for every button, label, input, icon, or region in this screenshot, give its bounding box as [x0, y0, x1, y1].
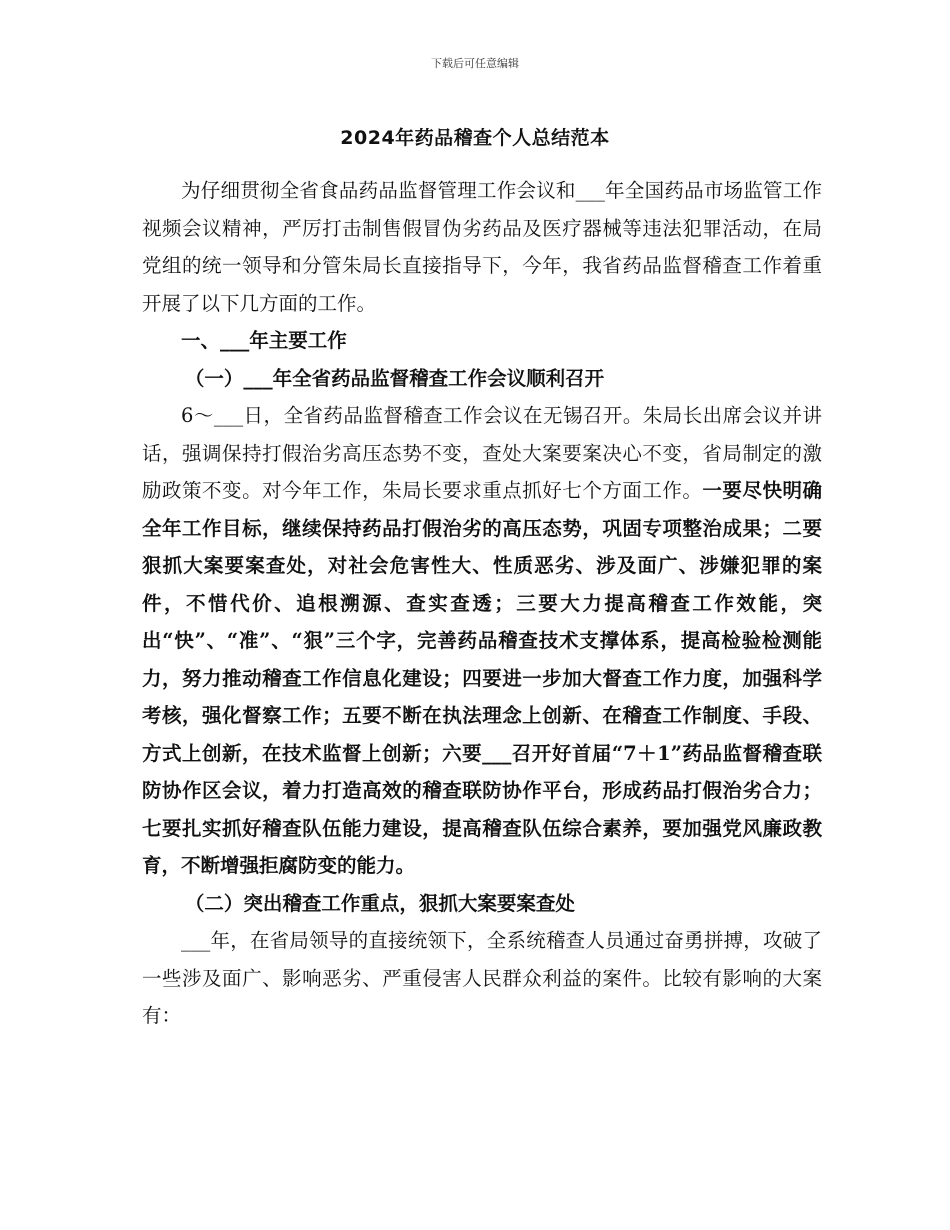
cases-paragraph: ___年，在省局领导的直接统领下，全系统稽查人员通过奋勇拼搏，攻破了一些涉及面广、影响恶劣、严重侵害人民群众利益的案件。比较有影响的大案有：: [142, 929, 822, 1027]
intro-paragraph: 为仔细贯彻全省食品药品监督管理工作会议和___年全国药品市场监管工作视频会议精神，严厉打击制售假冒伪劣药品及医疗器械等违法犯罪活动，在局党组的统一领导和分管朱局长直接指导下，今年，我省药品监督稽查工作着重开展了以下几方面的工作。: [142, 179, 822, 315]
section-heading-1: 一、___年主要工作: [181, 329, 347, 352]
header-note: 下载后可任意编辑: [431, 57, 519, 70]
meeting-paragraph-bold-text: 一要尽快明确全年工作目标，继续保持药品打假治劣的高压态势，巩固专项整治成果；二要狠抓大案要案查处，对社会危害性大、性质恶劣、涉及面广、涉嫌犯罪的案件，不惜代价、追根溯源、查实查透；三要大力提高稽查工作效能，突出“快”、“准”、“狠”三个字，完善药品稽查技术支撑体系，提高检验检测能力，努力推动稽查工作信息化建设；四要进一步加大督查工作力度，加强科学考核，强化督察工作；五要不断在执法理念上创新、在稽查工作制度、手段、方式上创新，在技术监督上创新；六要___召开好首届“7＋1”药品监督稽查联防协作区会议，着力打造高效的稽查联防协作平台，形成药品打假治劣合力；七要扎实抓好稽查队伍能力建设，提高稽查队伍综合素养，要加强党风廉政教育，不断增强拒腐防变的能力。: [142, 479, 822, 877]
document-title: 2024年药品稽查个人总结范本: [340, 127, 610, 149]
meeting-paragraph-text: 6～___日，全省药品监督稽查工作会议在无锡召开。朱局长出席会议并讲话，强调保持打假治劣高压态势不变，查处大案要案决心不变，省局制定的激励政策不变。对今年工作，朱局长要求重点抓好七个方面工作。: [142, 404, 822, 502]
subsection-heading-2: （二）突出稽查工作重点，狠抓大案要案查处: [184, 891, 575, 915]
meeting-paragraph: [142, 397, 822, 885]
subsection-heading-1: （一）___年全省药品监督稽查工作会议顺利召开: [184, 366, 605, 390]
document-body: [142, 172, 822, 1035]
